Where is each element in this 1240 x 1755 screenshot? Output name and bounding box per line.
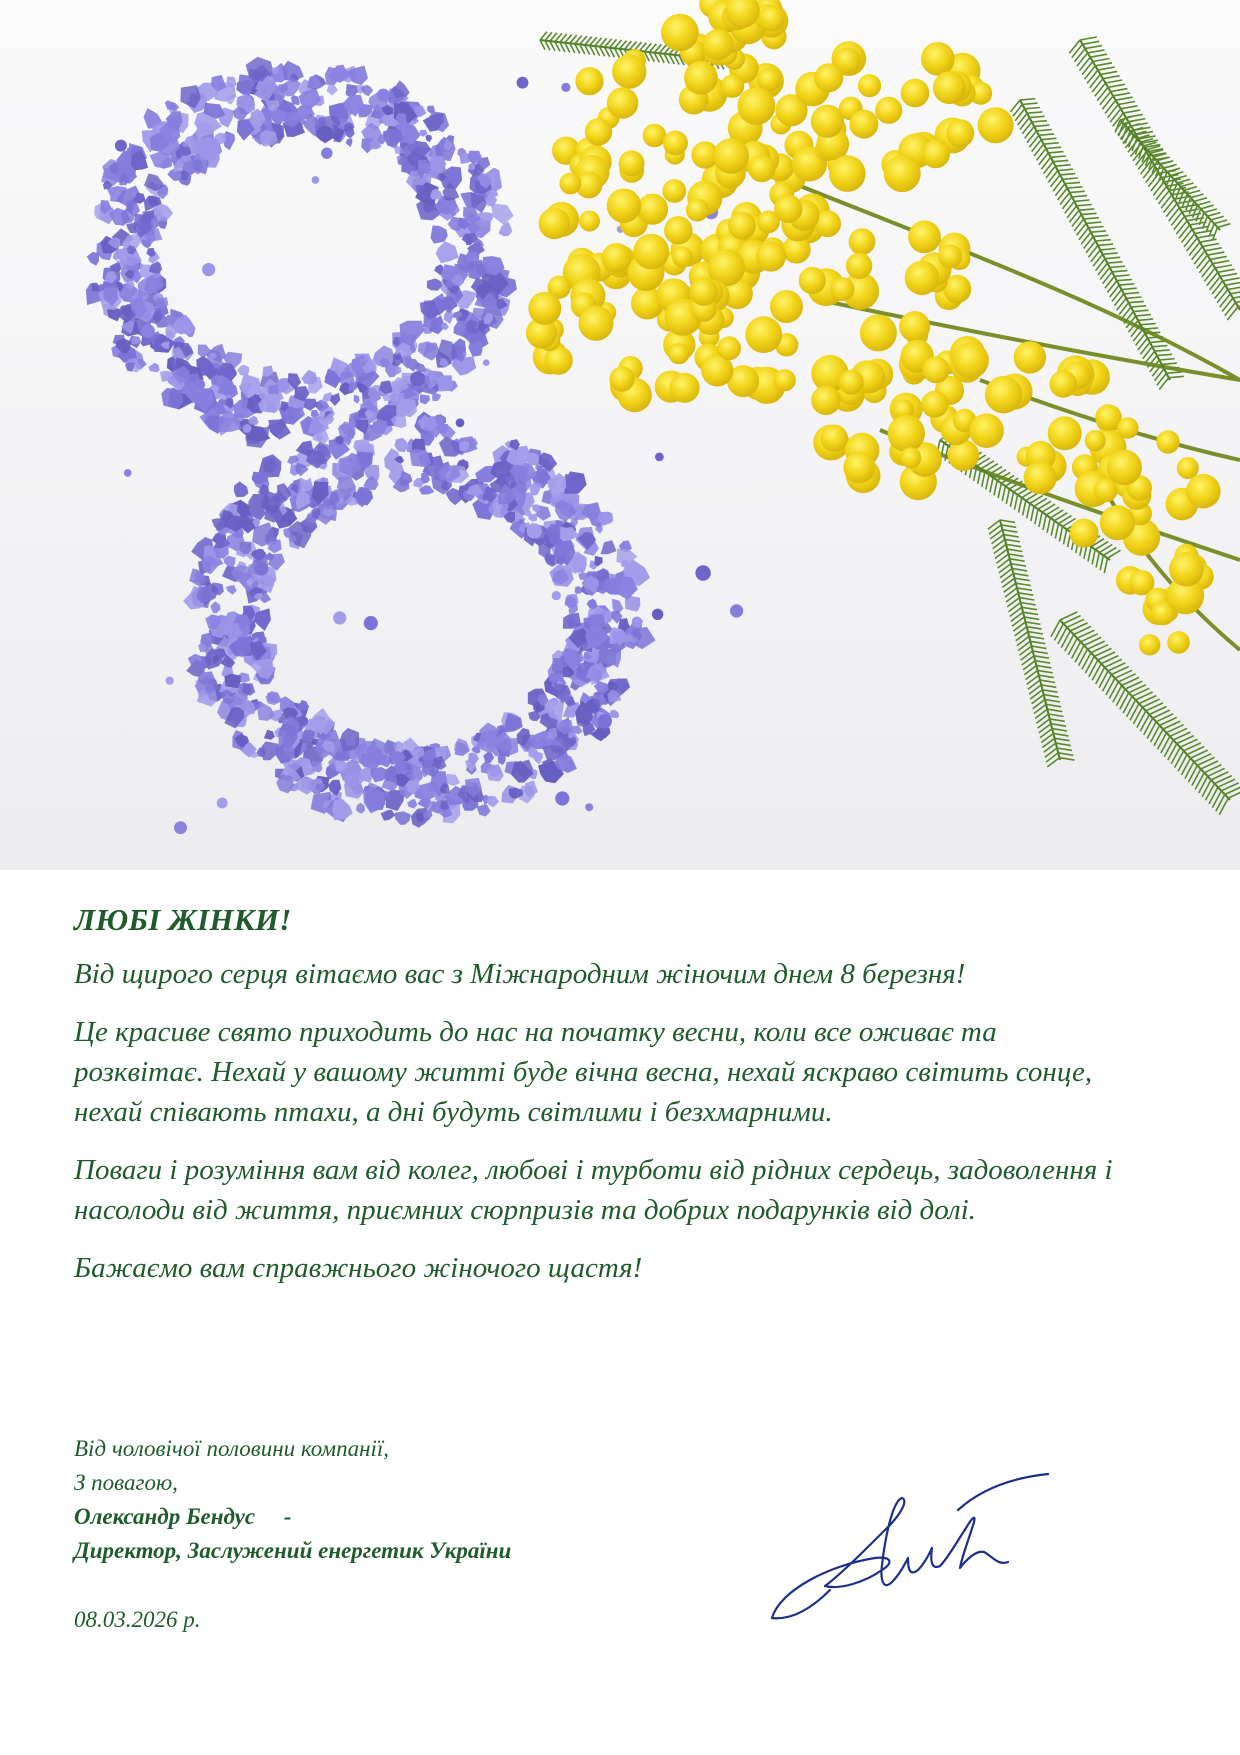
handwritten-signature-icon [770,1470,1060,1635]
signatory-title: Директор, Заслужений енергетик України [74,1538,512,1563]
letter-date: 08.03.2026 р. [74,1607,201,1632]
letter-paragraph-3: Поваги і розуміння вам від колег, любові і турботи від рідних сердець, задоволення і насолоди від життя, приємних сюрпризів та добрих подарунків від долі. [74,1154,1113,1226]
letter-closing [74,1432,511,1568]
letter-paragraph-2: Це красиве свято приходить до нас на початку весни, коли все оживає та розквітає. Нехай у вашому житті буде вічна весна, нехай яскраво світить сонце, нехай співають птахи, а дні будуть світлими і безхмарними. [74,1016,1093,1128]
header-image [0,0,1240,870]
signatory-name: Олександр Бендус - [74,1504,292,1529]
closing-regards: З повагою, [74,1470,178,1495]
letter-paragraph-1: Від щирого серця вітаємо вас з Міжнародним жіночим днем 8 березня! [74,958,966,990]
figure-eight-of-purple-stones-and-mimosa-branch-image [0,0,1240,870]
letter-paragraph-4: Бажаємо вам справжнього жіночого щастя! [74,1252,643,1284]
letter-greeting: ЛЮБІ ЖІНКИ! [74,902,292,937]
closing-from: Від чоловічої половини компанії, [74,1436,390,1461]
letter-body [74,902,1114,1306]
